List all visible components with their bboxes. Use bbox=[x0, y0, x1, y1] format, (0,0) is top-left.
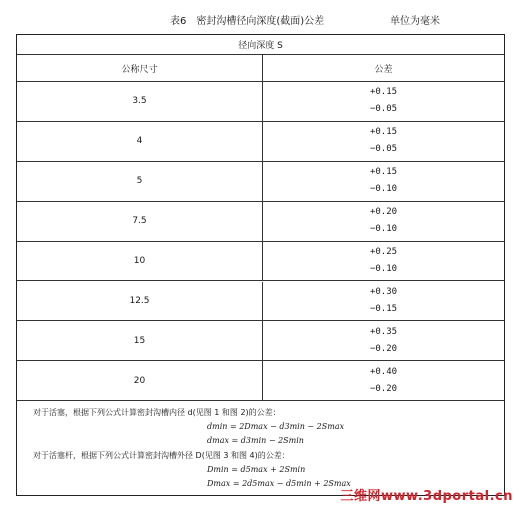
piston-note: 对于活塞，根据下列公式计算密封沟槽内径 d(见图 1 和图 2)的公差： bbox=[33, 408, 281, 417]
table-row bbox=[17, 202, 504, 242]
tolerance-cell bbox=[263, 202, 504, 241]
lower-deviation: −0.05 bbox=[369, 104, 398, 115]
upper-deviation: +0.35 bbox=[369, 326, 398, 337]
table-row bbox=[17, 82, 504, 122]
col-header-nominal: 公称尺寸 bbox=[17, 55, 263, 81]
nominal-size-cell: 20 bbox=[17, 361, 263, 400]
nominal-size-cell: 4 bbox=[17, 122, 263, 161]
table-row bbox=[17, 242, 504, 282]
tolerance-cell bbox=[263, 321, 504, 360]
tolerance-cell bbox=[263, 122, 504, 161]
tolerance-values bbox=[370, 84, 397, 118]
upper-deviation: +0.15 bbox=[369, 167, 398, 178]
upper-deviation: +0.15 bbox=[369, 87, 398, 98]
tolerance-cell bbox=[263, 361, 504, 400]
lower-deviation: −0.10 bbox=[369, 224, 398, 235]
tolerance-values bbox=[370, 284, 397, 318]
table-row bbox=[17, 321, 504, 361]
tolerance-values bbox=[370, 364, 397, 398]
table-title: 表6 密封沟槽径向深度(截面)公差 bbox=[170, 16, 325, 27]
tolerance-values bbox=[370, 124, 397, 158]
tolerance-cell bbox=[263, 162, 504, 201]
tolerance-values bbox=[370, 204, 397, 238]
tolerance-cell bbox=[263, 242, 504, 281]
column-header-row bbox=[17, 55, 504, 82]
tolerance-values bbox=[370, 164, 397, 198]
tolerance-cell bbox=[263, 82, 504, 121]
notes-section bbox=[17, 401, 504, 495]
group-header: 径向深度 S bbox=[238, 41, 283, 51]
lower-deviation: −0.10 bbox=[369, 264, 398, 275]
table-row bbox=[17, 162, 504, 202]
tolerance-values bbox=[370, 324, 397, 358]
group-header-row bbox=[17, 35, 504, 55]
rod-formula-max: Dmax = 2d5max − d5min + 2Smax bbox=[207, 479, 351, 488]
tolerance-values bbox=[370, 244, 397, 278]
lower-deviation: −0.10 bbox=[369, 184, 398, 195]
lower-deviation: −0.20 bbox=[369, 383, 398, 394]
unit-label: 单位为毫米 bbox=[390, 16, 440, 27]
upper-deviation: +0.40 bbox=[369, 366, 398, 377]
table-caption bbox=[0, 12, 519, 28]
nominal-size-cell: 12.5 bbox=[17, 282, 263, 321]
table-row bbox=[17, 122, 504, 162]
nominal-size-cell: 5 bbox=[17, 162, 263, 201]
piston-formula-max: dmax = d3min − 2Smin bbox=[207, 436, 304, 445]
table-row bbox=[17, 282, 504, 322]
col-header-tolerance: 公差 bbox=[374, 64, 393, 75]
upper-deviation: +0.30 bbox=[369, 286, 398, 297]
nominal-size-cell: 15 bbox=[17, 321, 263, 360]
nominal-size-cell: 10 bbox=[17, 242, 263, 281]
nominal-size-cell: 7.5 bbox=[17, 202, 263, 241]
upper-deviation: +0.15 bbox=[369, 127, 398, 138]
lower-deviation: −0.15 bbox=[369, 303, 398, 314]
lower-deviation: −0.05 bbox=[369, 144, 398, 155]
piston-formula-min: dmin = 2Dmax − d3min − 2Smax bbox=[207, 422, 345, 431]
rod-note: 对于活塞杆，根据下列公式计算密封沟槽外径 D(见图 3 和图 4)的公差： bbox=[33, 451, 290, 460]
lower-deviation: −0.20 bbox=[369, 343, 398, 354]
rod-formula-min: Dmin = d5max + 2Smin bbox=[207, 465, 306, 474]
tolerance-table bbox=[16, 34, 505, 496]
upper-deviation: +0.25 bbox=[369, 247, 398, 258]
site-watermark: 三维网www.3dportal.cn bbox=[340, 489, 513, 504]
table-row bbox=[17, 361, 504, 401]
upper-deviation: +0.20 bbox=[369, 207, 398, 218]
nominal-size-cell: 3.5 bbox=[17, 82, 263, 121]
tolerance-cell bbox=[263, 282, 504, 321]
